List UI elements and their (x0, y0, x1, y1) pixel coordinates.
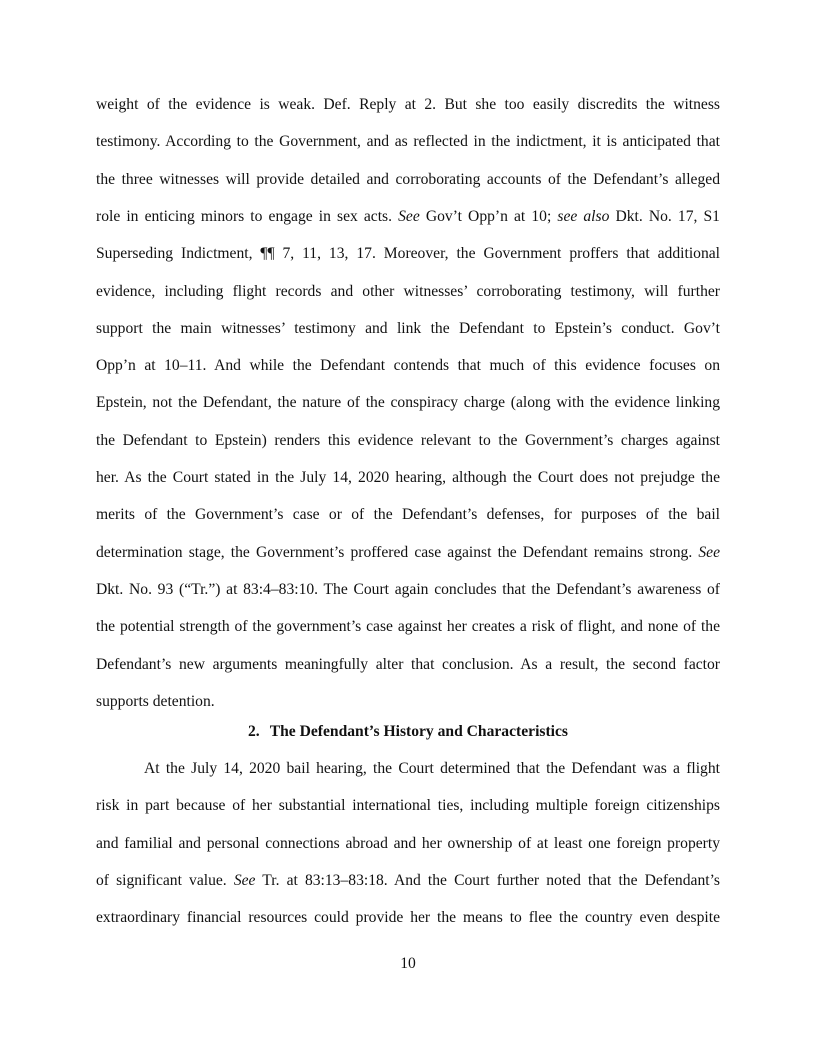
italic-citation-signal: see also (557, 207, 610, 225)
text-line: determination stage, the Government’s proffered case against the Defendant remains strong. See (96, 543, 720, 561)
text-line: weight of the evidence is weak. Def. Reply at 2. But she too easily discredits the witness (96, 96, 720, 113)
text-line: Opp’n at 10–11. And while the Defendant contends that much of this evidence focuses on (96, 357, 720, 375)
section-title: The Defendant’s History and Characteristics (269, 723, 568, 740)
page-number: 10 (400, 955, 416, 972)
italic-citation-signal: See (398, 207, 420, 225)
text-line: the Defendant to Epstein) renders this evidence relevant to the Government’s charges against (96, 431, 720, 449)
italic-citation-signal: See (233, 871, 256, 889)
italic-citation-signal: See (698, 543, 720, 561)
text-line: the three witnesses will provide detailed and corroborating accounts of the Defendant’s alleged (96, 170, 720, 188)
text-line: testimony. According to the Government, and as reflected in the indictment, it is anticipated that (96, 133, 720, 151)
text-line: Superseding Indictment, ¶¶ 7, 11, 13, 17. Moreover, the Government proffers that additional (96, 245, 720, 263)
text-line: extraordinary financial resources could provide her the means to flee the country even despite (96, 909, 720, 927)
text-line: of significant value. See Tr. at 83:13–83:18. And the Court further noted that the Defendant’s (96, 871, 720, 889)
text-line: evidence, including flight records and other witnesses’ corroborating testimony, will further (96, 282, 720, 300)
text-line: support the main witnesses’ testimony and link the Defendant to Epstein’s conduct. Gov’t (96, 319, 720, 337)
text-line: At the July 14, 2020 bail hearing, the Court determined that the Defendant was a flight (144, 760, 720, 777)
text-line: Dkt. No. 93 (“Tr.”) at 83:4–83:10. The Court again concludes that the Defendant’s awareness of (96, 580, 720, 598)
section-number: 2. (248, 723, 260, 740)
text-line: risk in part because of her substantial international ties, including multiple foreign citizenships (96, 797, 720, 815)
text-line: role in enticing minors to engage in sex acts. See Gov’t Opp’n at 10; see also Dkt. No. 17, S1 (96, 207, 720, 225)
text-line: supports detention. (96, 692, 215, 710)
section-heading (0, 723, 816, 741)
text-line: the potential strength of the government’s case against her creates a risk of flight, and none of the (96, 618, 720, 636)
text-line: Defendant’s new arguments meaningfully alter that conclusion. As a result, the second factor (96, 655, 720, 673)
text-line: her. As the Court stated in the July 14, 2020 hearing, although the Court does not prejudge the (96, 469, 720, 486)
text-line: Epstein, not the Defendant, the nature of the conspiracy charge (along with the evidence linking (96, 394, 720, 412)
text-line: merits of the Government’s case or of the Defendant’s defenses, for purposes of the bail (96, 506, 720, 524)
text-line: and familial and personal connections abroad and her ownership of at least one foreign property (96, 834, 720, 852)
